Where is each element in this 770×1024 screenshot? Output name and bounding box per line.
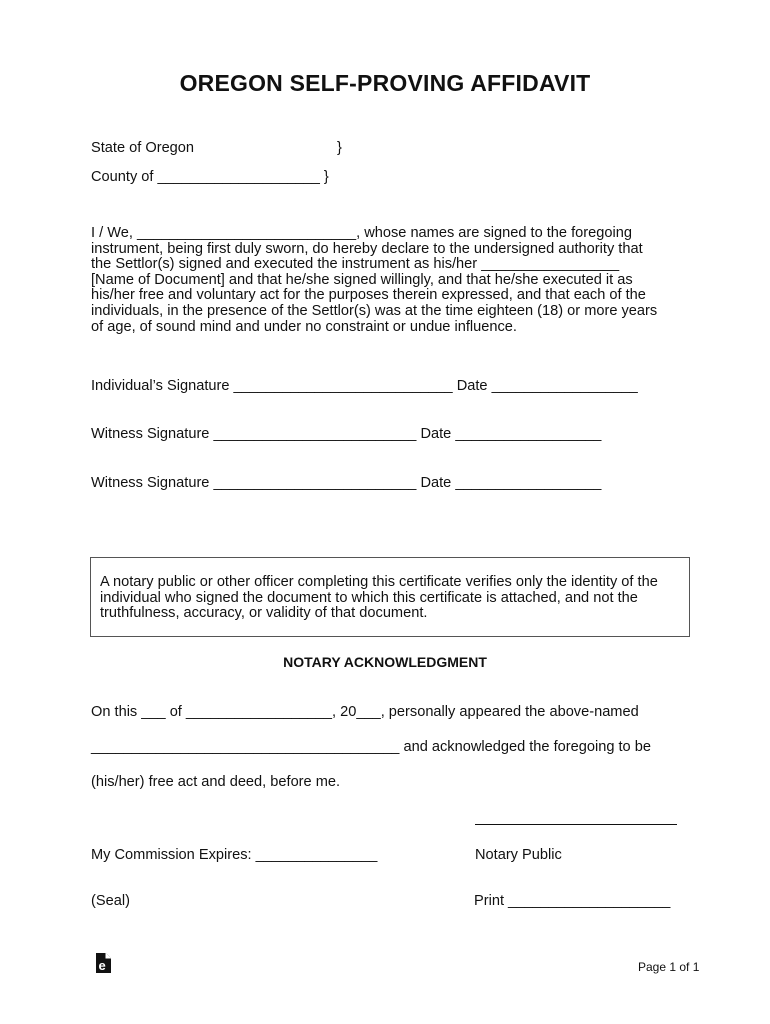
- logo-letter: e: [98, 958, 106, 973]
- paragraph-line: I / We, ___________________________, whose names are signed to the foregoing: [91, 225, 632, 241]
- notary-line-2: ______________________________________ and acknowledged the foregoing to be: [91, 739, 651, 755]
- paragraph-line: individuals, in the presence of the Settlor(s) was at the time eighteen (18) or more years: [91, 302, 658, 319]
- paragraph-line: of age, of sound mind and under no constraint or undue influence.: [91, 318, 517, 335]
- paragraph-line: the Settlor(s) signed and executed the instrument as his/her _________________: [91, 256, 620, 273]
- witness-signature-line-2: Witness Signature _________________________ Date __________________: [91, 475, 602, 491]
- seal-label: (Seal): [91, 893, 130, 909]
- state-brace: }: [337, 140, 342, 156]
- document-logo-icon: [94, 952, 114, 974]
- state-line: State of Oregon: [91, 140, 195, 156]
- paragraph-line: his/her free and voluntary act for the purposes therein expressed, and that each of the: [91, 287, 646, 304]
- paragraph-line: instrument, being first duly sworn, do hereby declare to the undersigned authority that: [91, 240, 643, 257]
- print-line: Print ____________________: [474, 893, 671, 909]
- notary-public-label: Notary Public: [475, 847, 562, 863]
- affidavit-paragraph: [91, 226, 691, 335]
- notice-line: individual who signed the document to which this certificate is attached, and not the: [100, 589, 638, 606]
- individual-signature-line: Individual’s Signature ___________________________ Date __________________: [91, 378, 638, 394]
- notary-heading: NOTARY ACKNOWLEDGMENT: [283, 654, 487, 670]
- notary-line-1: On this ___ of __________________, 20___, personally appeared the above-named: [91, 704, 639, 720]
- commission-expires: My Commission Expires: _______________: [91, 847, 378, 863]
- witness-signature-line-1: Witness Signature _________________________ Date __________________: [91, 426, 602, 442]
- notary-line-3: (his/her) free act and deed, before me.: [91, 774, 341, 790]
- notice-line: truthfulness, accuracy, or validity of that document.: [100, 605, 428, 622]
- county-line: County of ____________________ }: [91, 169, 329, 185]
- page-number: Page 1 of 1: [638, 960, 700, 974]
- notice-line: A notary public or other officer completing this certificate verifies only the identity of the: [100, 574, 658, 590]
- notary-signature-line: [475, 824, 677, 825]
- notary-notice-box: [90, 557, 690, 637]
- paragraph-line: [Name of Document] and that he/she signed willingly, and that he/she executed it as: [91, 271, 633, 288]
- document-title: OREGON SELF-PROVING AFFIDAVIT: [179, 70, 591, 96]
